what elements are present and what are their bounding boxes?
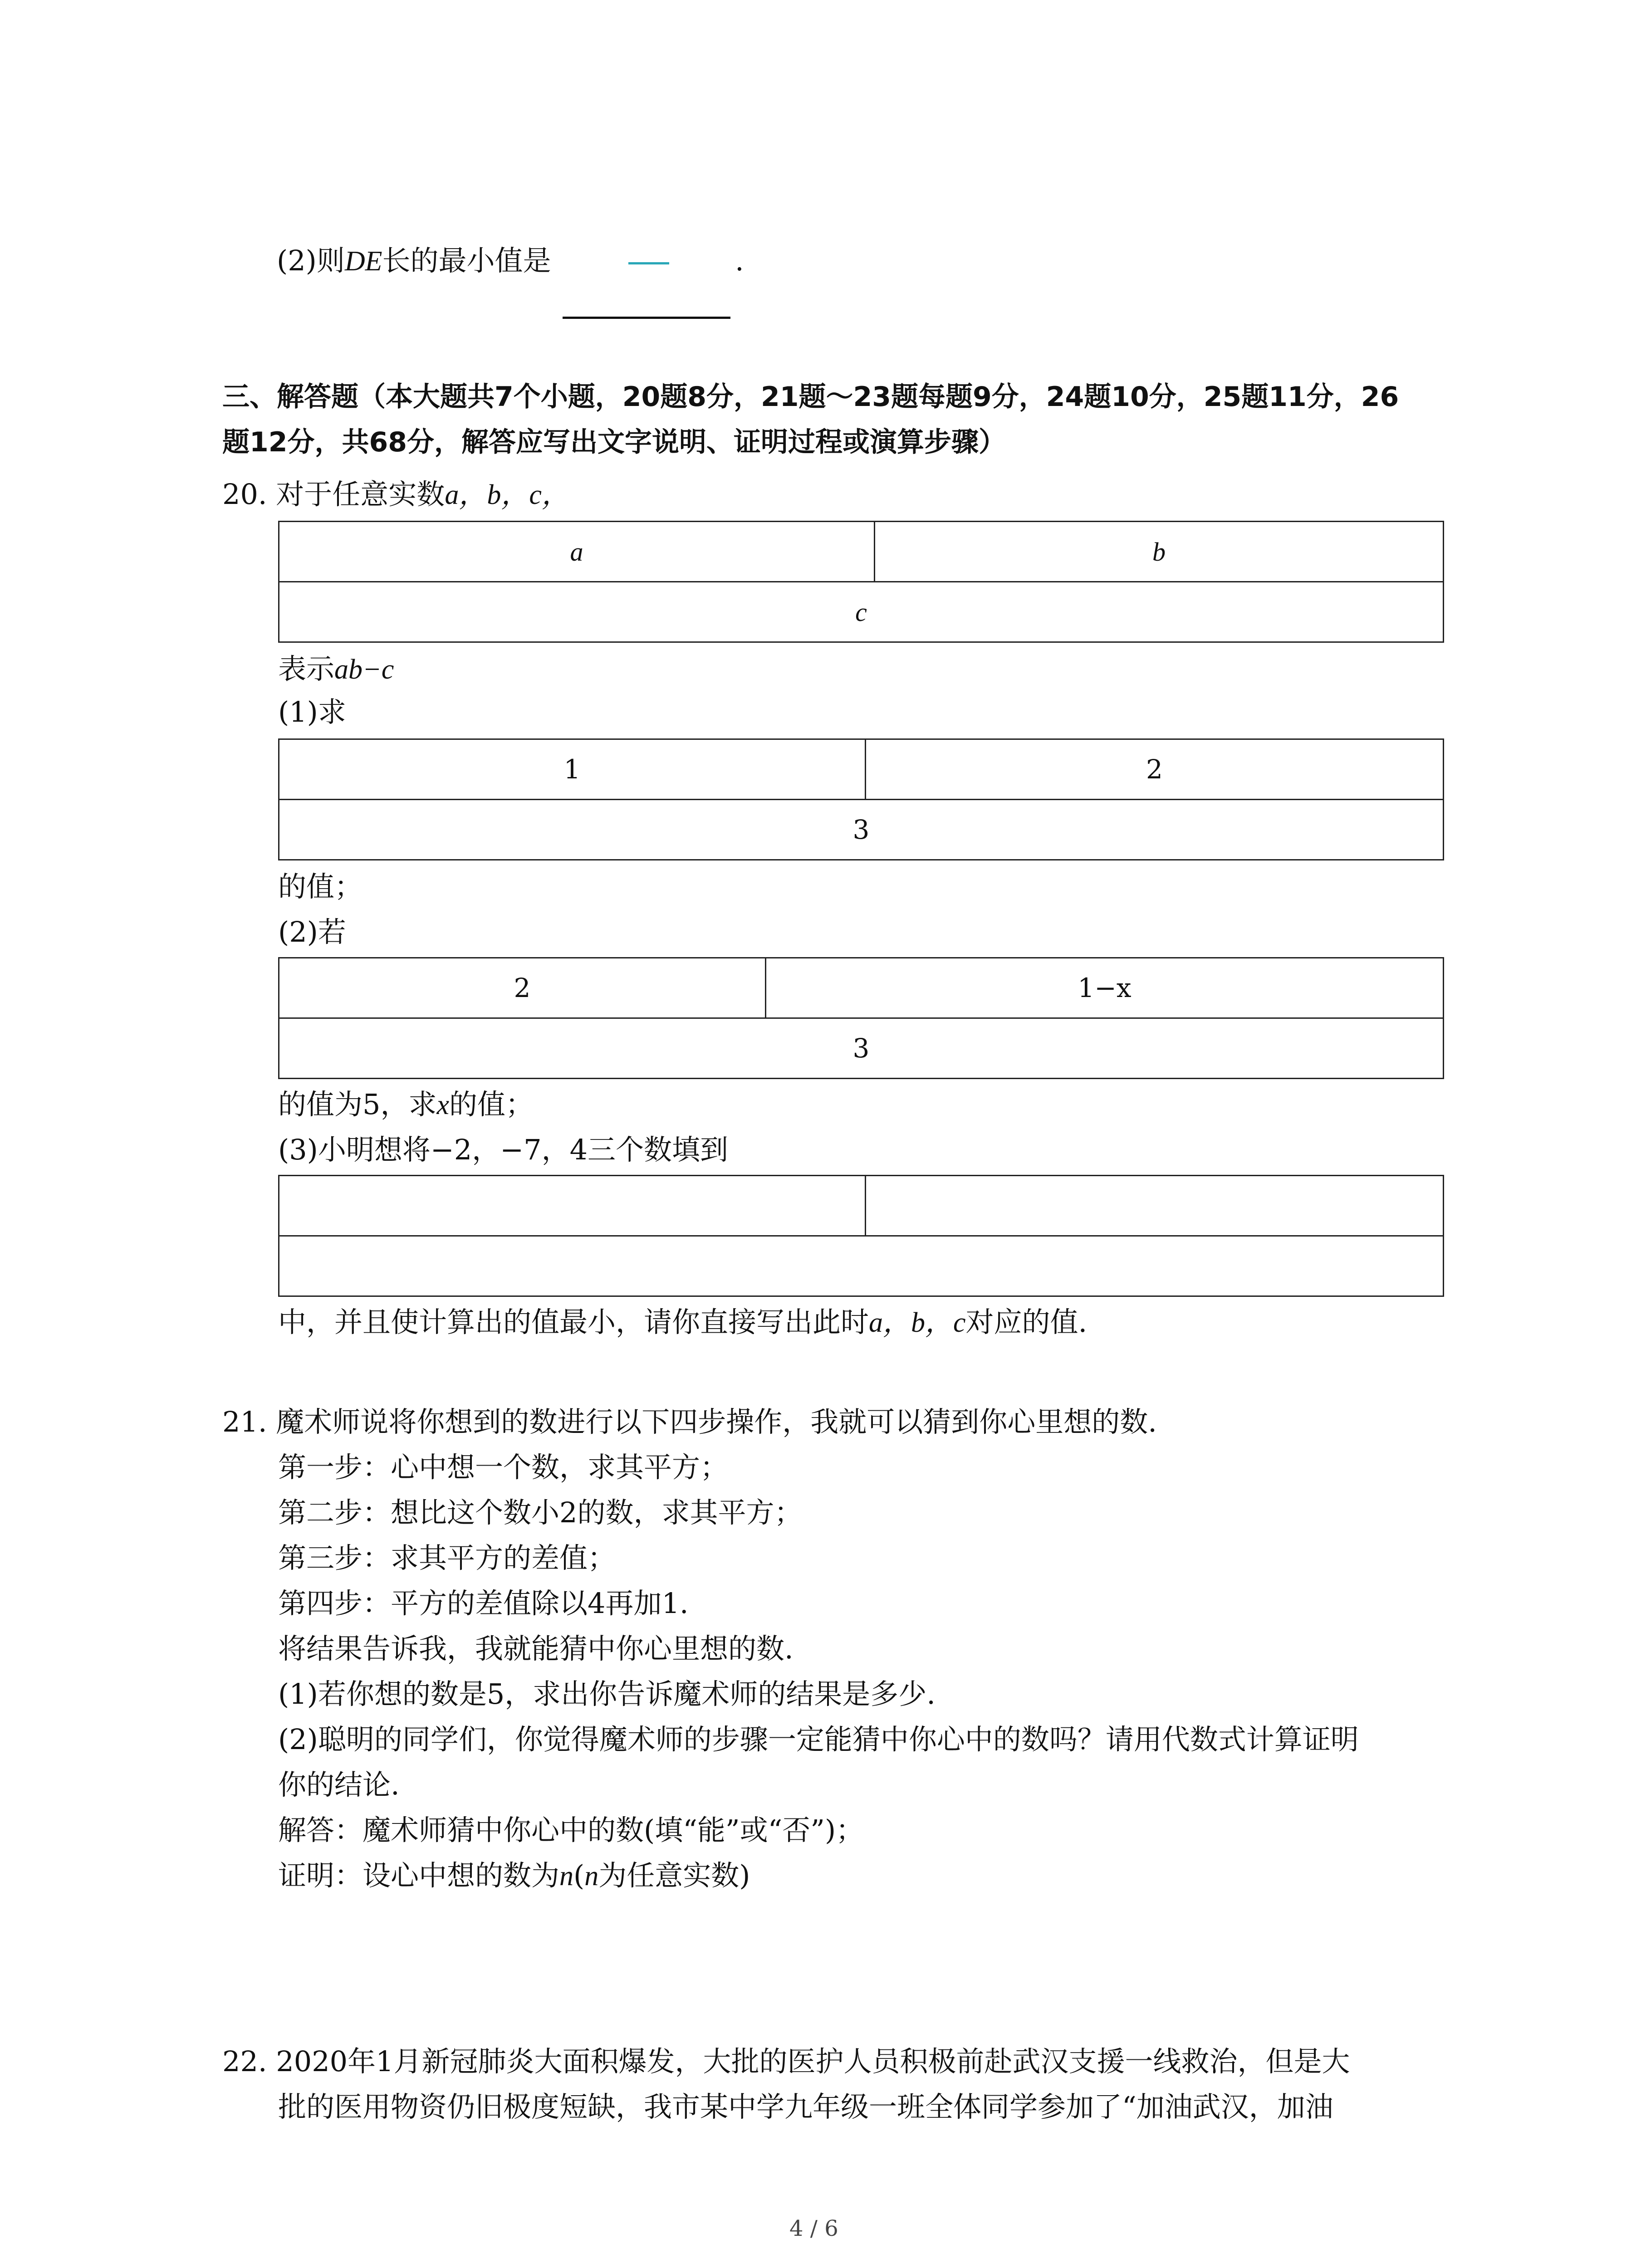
q20-part1: (1)求	[278, 695, 346, 728]
answer-mark	[628, 262, 669, 264]
q21-proof-var1: n	[559, 1861, 574, 1892]
q20-part1-suffix: 的值；	[278, 870, 363, 903]
table2-bottom: 3	[279, 1018, 1444, 1079]
q20-means-prefix: 表示	[278, 652, 335, 685]
q20-table3	[278, 1175, 1444, 1297]
answer-blank-line	[563, 317, 730, 319]
q21-proof-mid: (	[573, 1859, 585, 1892]
table1-top-right: 2	[866, 739, 1444, 800]
q19-period: .	[735, 244, 744, 277]
q22-line2: 批的医用物资仍旧极度短缺，我市某中学九年级一班全体同学参加了“加油武汉，加油	[278, 2090, 1333, 2123]
q20-stem-prefix: 20. 对于任意实数	[222, 478, 445, 511]
q21-part2-line2: 你的结论.	[278, 1768, 400, 1801]
q21-step2: 第二步：想比这个数小2的数，求其平方；	[278, 1496, 803, 1529]
q20-means	[278, 651, 394, 688]
q20-stem-vars: a，b，c，	[445, 479, 570, 510]
def-table-bottom: c	[279, 582, 1444, 642]
q20-part3-suffix	[278, 1304, 1087, 1341]
q20-part2-suffix	[278, 1086, 534, 1123]
page-number: 4 / 6	[789, 2216, 838, 2241]
q20-part3-vars: a，b，c	[869, 1307, 966, 1338]
q20-part2-suffix-a: 的值为5，求	[278, 1088, 437, 1121]
q20-stem	[222, 476, 570, 513]
q21-proof-var2: n	[584, 1861, 599, 1892]
table2-top-right	[766, 958, 1444, 1018]
section3-heading-line1: 三、解答题（本大题共7个小题，20题8分，21题～23题每题9分，24题10分，25题11分，26	[222, 381, 1399, 413]
table2-top-right-value: 1−x	[1078, 973, 1132, 1003]
table3-top-left	[279, 1176, 866, 1236]
q21-part1: (1)若你想的数是5，求出你告诉魔术师的结果是多少.	[278, 1677, 936, 1711]
q20-table2	[278, 957, 1444, 1079]
table3-top-right	[866, 1176, 1444, 1236]
q20-def-table	[278, 521, 1444, 643]
q19-part2	[277, 243, 551, 279]
table1-bottom: 3	[279, 800, 1444, 860]
q21-proof	[278, 1857, 750, 1894]
q21-step1: 第一步：心中想一个数，求其平方；	[278, 1451, 729, 1484]
section3-heading-line2: 题12分，共68分，解答应写出文字说明、证明过程或演算步骤）	[222, 426, 1006, 458]
q21-line1: 21. 魔术师说将你想到的数进行以下四步操作，我就可以猜到你心里想的数.	[222, 1405, 1157, 1438]
q21-answer: 解答：魔术师猜中你心中的数(填“能”或“否”)；	[278, 1813, 864, 1847]
q19-part2-suffix: 长的最小值是	[382, 244, 551, 277]
def-table-top-left: a	[279, 522, 875, 582]
table1-top-left: 1	[279, 739, 866, 800]
q20-table1	[278, 738, 1444, 860]
q21-step3: 第三步：求其平方的差值；	[278, 1541, 616, 1574]
q21-proof-prefix: 证明：设心中想的数为	[278, 1859, 560, 1892]
q21-proof-suffix: 为任意实数)	[598, 1859, 750, 1892]
q20-part2-suffix-b: 的值；	[449, 1088, 534, 1121]
q19-part2-var: DE	[344, 246, 382, 277]
q21-part2-line1: (2)聪明的同学们，你觉得魔术师的步骤一定能猜中你心中的数吗？请用代数式计算证明	[278, 1723, 1359, 1756]
table3-bottom	[279, 1236, 1444, 1296]
def-table-top-right: b	[875, 522, 1444, 582]
q21-step4: 第四步：平方的差值除以4再加1.	[278, 1587, 689, 1620]
q20-part2-var: x	[436, 1090, 449, 1120]
q21-line6: 将结果告诉我，我就能猜中你心里想的数.	[278, 1632, 794, 1665]
q20-part3-suffix-b: 对应的值.	[965, 1305, 1087, 1339]
q20-part2: (2)若	[278, 915, 346, 948]
table2-top-left: 2	[279, 958, 766, 1018]
q19-part2-prefix: (2)则	[277, 244, 345, 277]
q22-line1: 22. 2020年1月新冠肺炎大面积爆发，大批的医护人员积极前赴武汉支援一线救治，但是大	[222, 2045, 1350, 2078]
q20-means-expr: ab−c	[334, 654, 394, 685]
q20-part3: (3)小明想将−2，−7，4三个数填到	[278, 1133, 729, 1166]
q20-part3-suffix-a: 中，并且使计算出的值最小，请你直接写出此时	[278, 1305, 869, 1339]
